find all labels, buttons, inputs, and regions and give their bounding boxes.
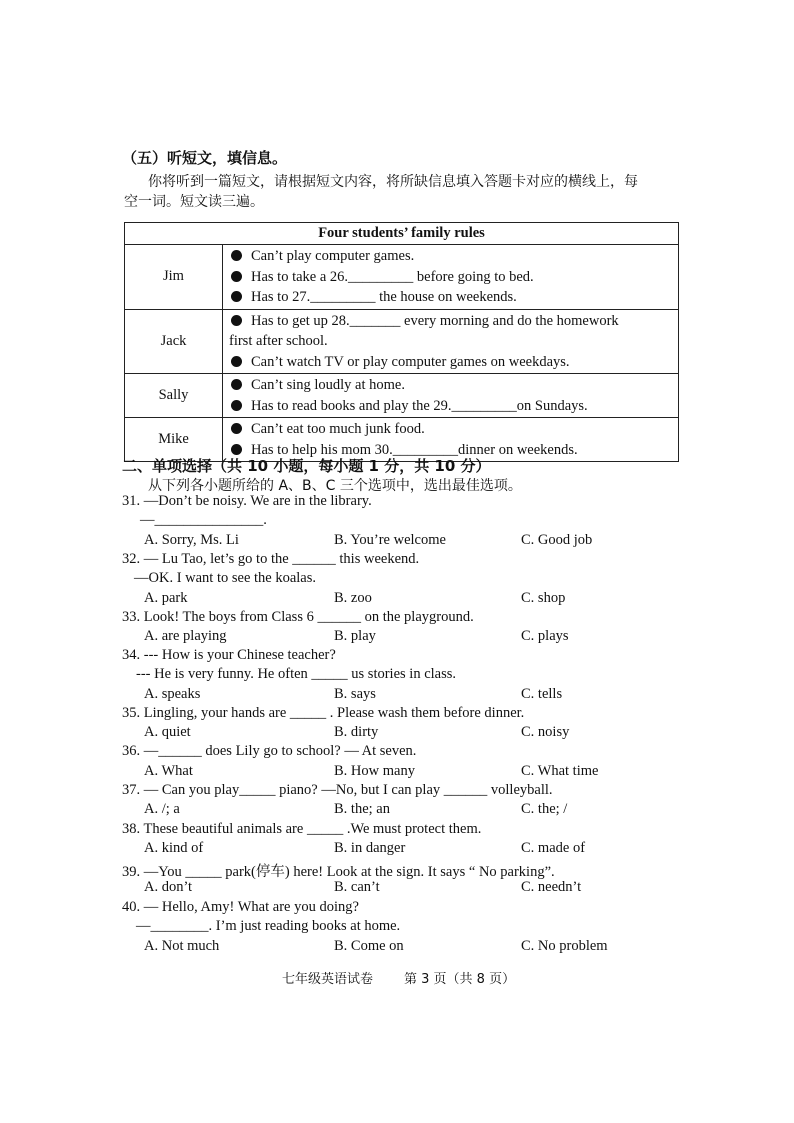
question-stem: 31. —Don’t be noisy. We are in the library. bbox=[122, 493, 372, 509]
option-c: C. made of bbox=[521, 840, 586, 856]
bullet-icon bbox=[231, 400, 242, 411]
rule-line bbox=[229, 352, 674, 373]
question-stem: 39. —You _____ park(停车) here! Look at the sign. It says “ No parking”. bbox=[122, 864, 555, 880]
option-b: B. can’t bbox=[334, 879, 380, 895]
option-c: C. needn’t bbox=[521, 879, 582, 895]
question-stem-line: —_______________. bbox=[140, 512, 267, 528]
rule-text: Can’t sing loudly at home. bbox=[251, 377, 405, 393]
question-stem: 34. --- How is your Chinese teacher? bbox=[122, 647, 336, 663]
option-c: C. Good job bbox=[521, 532, 593, 548]
rule-text: Can’t eat too much junk food. bbox=[251, 421, 425, 437]
student-name: Sally bbox=[125, 374, 223, 418]
bullet-icon bbox=[231, 250, 242, 261]
question-stem: 40. — Hello, Amy! What are you doing? bbox=[122, 899, 359, 915]
bullet-icon bbox=[231, 271, 242, 282]
rule-line bbox=[229, 419, 674, 440]
section-instruction-line2: 空一词。短文读三遍。 bbox=[124, 194, 264, 210]
part2-heading: 二、单项选择（共 10 小题，每小题 1 分，共 10 分） bbox=[122, 457, 491, 475]
table-header-row bbox=[125, 223, 679, 245]
table-row bbox=[125, 309, 679, 374]
question-stem-line: —OK. I want to see the koalas. bbox=[134, 570, 317, 586]
table-row bbox=[125, 245, 679, 310]
option-a: A. don’t bbox=[144, 879, 193, 895]
rule-line bbox=[229, 246, 674, 267]
option-a: A. are playing bbox=[144, 628, 227, 644]
option-a: A. /; a bbox=[144, 801, 180, 817]
rule-text: Has to 27._________ the house on weekends. bbox=[251, 289, 517, 305]
question-stem-line: --- He is very funny. He often _____ us stories in class. bbox=[136, 666, 457, 682]
option-a: A. park bbox=[144, 590, 188, 606]
option-b: B. Come on bbox=[334, 938, 404, 954]
student-name: Jack bbox=[125, 309, 223, 374]
question-stem: 36. —______ does Lily go to school? — At seven. bbox=[122, 743, 417, 759]
rule-line-continued bbox=[229, 331, 674, 352]
option-a: A. Not much bbox=[144, 938, 220, 954]
rules-cell bbox=[223, 245, 679, 310]
option-c: C. What time bbox=[521, 763, 599, 779]
question-stem: 37. — Can you play_____ piano? —No, but I can play ______ volleyball. bbox=[122, 782, 553, 798]
option-c: C. shop bbox=[521, 590, 566, 606]
option-b: B. zoo bbox=[334, 590, 372, 606]
table-title: Four students’ family rules bbox=[125, 223, 679, 245]
option-b: B. How many bbox=[334, 763, 415, 779]
rule-line bbox=[229, 267, 674, 288]
option-a: A. speaks bbox=[144, 686, 201, 702]
option-b: B. in danger bbox=[334, 840, 406, 856]
option-a: A. Sorry, Ms. Li bbox=[144, 532, 239, 548]
student-name: Jim bbox=[125, 245, 223, 310]
question-stem: 38. These beautiful animals are _____ .We must protect them. bbox=[122, 821, 482, 837]
option-b: B. says bbox=[334, 686, 376, 702]
option-b: B. the; an bbox=[334, 801, 390, 817]
question-stem: 32. — Lu Tao, let’s go to the ______ this weekend. bbox=[122, 551, 420, 567]
question-stem: 35. Lingling, your hands are _____ . Please wash them before dinner. bbox=[122, 705, 525, 721]
option-b: B. You’re welcome bbox=[334, 532, 446, 548]
option-c: C. plays bbox=[521, 628, 569, 644]
rules-cell bbox=[223, 374, 679, 418]
rule-line bbox=[229, 375, 674, 396]
bullet-icon bbox=[231, 444, 242, 455]
bullet-icon bbox=[231, 356, 242, 367]
rule-text: first after school. bbox=[229, 333, 328, 349]
option-b: B. dirty bbox=[334, 724, 379, 740]
rule-line bbox=[229, 311, 674, 332]
rule-text: Has to help his mom 30._________dinner on weekends. bbox=[251, 441, 578, 458]
rule-line bbox=[229, 396, 674, 417]
rule-text: Has to read books and play the 29._________on Sundays. bbox=[251, 397, 588, 414]
bullet-icon bbox=[231, 291, 242, 302]
option-b: B. play bbox=[334, 628, 376, 644]
rule-text: Has to get up 28._______ every morning and do the homework bbox=[251, 312, 619, 329]
question-stem-line: —________. I’m just reading books at home. bbox=[136, 918, 401, 934]
option-a: A. quiet bbox=[144, 724, 191, 740]
student-name: Mike bbox=[125, 418, 223, 462]
family-rules-table bbox=[124, 222, 679, 462]
option-c: C. the; / bbox=[521, 801, 568, 817]
part2-instruction: 从下列各小题所给的 A、B、C 三个选项中，选出最佳选项。 bbox=[148, 478, 522, 494]
rule-text: Can’t watch TV or play computer games on weekdays. bbox=[251, 353, 570, 370]
option-a: A. What bbox=[144, 763, 193, 779]
option-c: C. noisy bbox=[521, 724, 570, 740]
footer-exam-title: 七年级英语试卷 bbox=[282, 972, 374, 987]
option-c: C. No problem bbox=[521, 938, 608, 954]
rules-cell bbox=[223, 309, 679, 374]
rule-text: Can’t play computer games. bbox=[251, 248, 415, 264]
footer-page-number: 第 3 页（共 8 页） bbox=[404, 972, 516, 987]
option-a: A. kind of bbox=[144, 840, 204, 856]
bullet-icon bbox=[231, 423, 242, 434]
bullet-icon bbox=[231, 315, 242, 326]
section-instruction-line1: 你将听到一篇短文，请根据短文内容，将所缺信息填入答题卡对应的横线上，每 bbox=[148, 174, 638, 190]
rule-line bbox=[229, 287, 674, 308]
bullet-icon bbox=[231, 379, 242, 390]
option-c: C. tells bbox=[521, 686, 563, 702]
rule-text: Has to take a 26._________ before going to bed. bbox=[251, 268, 534, 285]
table-row bbox=[125, 374, 679, 418]
section-heading: （五）听短文，填信息。 bbox=[122, 149, 288, 167]
question-stem: 33. Look! The boys from Class 6 ______ on the playground. bbox=[122, 609, 474, 625]
